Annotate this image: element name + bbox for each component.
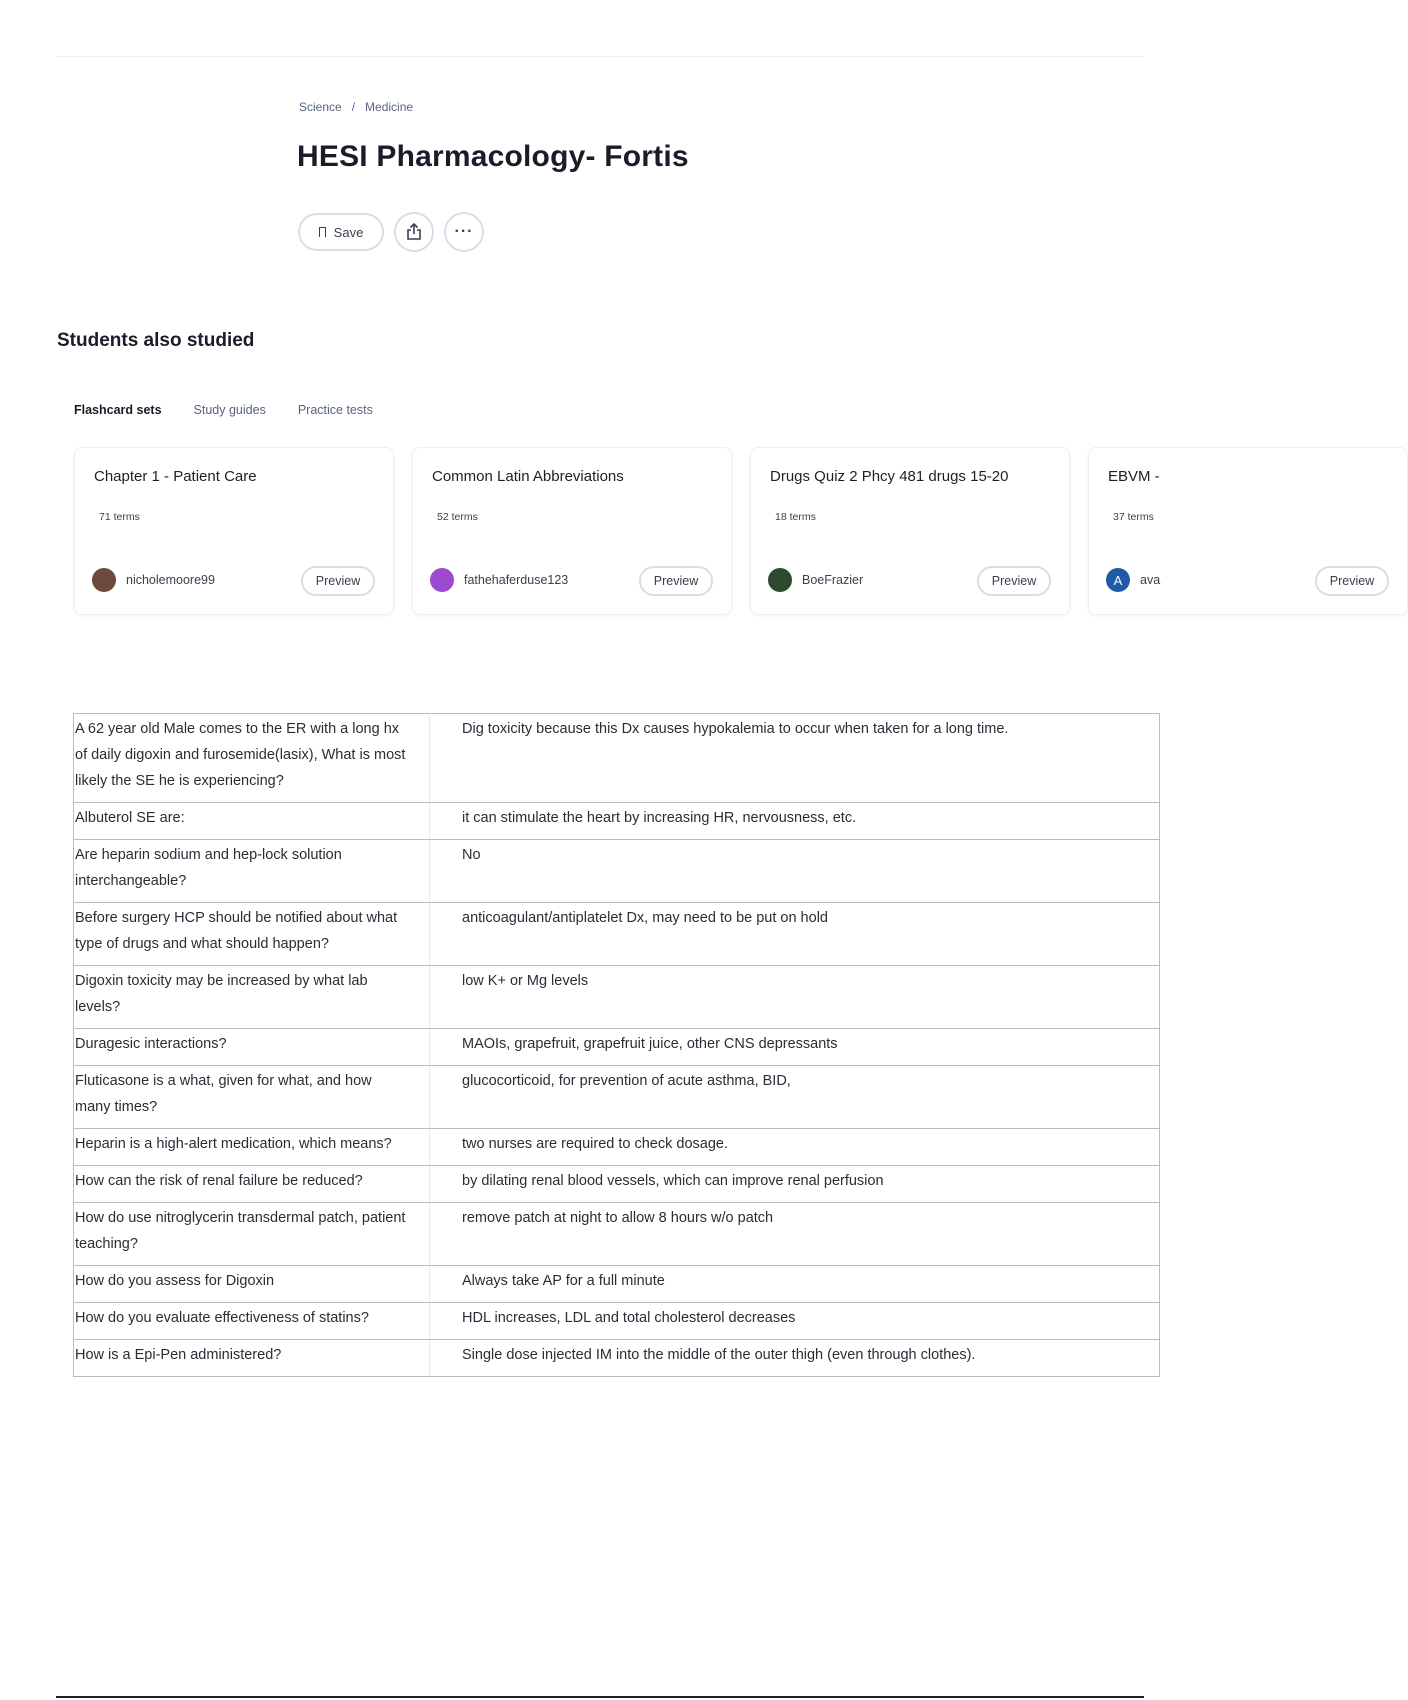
table-row xyxy=(74,840,1160,903)
table-row xyxy=(74,1029,1160,1066)
term-answer: remove patch at night to allow 8 hours w/o patch xyxy=(430,1203,1160,1266)
set-card-author xyxy=(768,568,863,592)
term-answer: it can stimulate the heart by increasing HR, nervousness, etc. xyxy=(430,803,1160,840)
term-answer: two nurses are required to check dosage. xyxy=(430,1129,1160,1166)
set-card-terms: 52 terms xyxy=(437,511,478,523)
term-question: Albuterol SE are: xyxy=(74,803,430,840)
table-row xyxy=(74,1166,1160,1203)
term-question: A 62 year old Male comes to the ER with a long hx of daily digoxin and furosemide(lasix), What is most likely the SE he is experiencing? xyxy=(74,714,430,803)
term-question: Are heparin sodium and hep-lock solution interchangeable? xyxy=(74,840,430,903)
set-card[interactable] xyxy=(1088,447,1408,615)
avatar: A xyxy=(1106,568,1130,592)
term-question: Fluticasone is a what, given for what, and how many times? xyxy=(74,1066,430,1129)
breadcrumb-separator: / xyxy=(351,100,356,114)
avatar xyxy=(92,568,116,592)
author-name: fathehaferduse123 xyxy=(464,573,569,587)
table-row xyxy=(74,966,1160,1029)
term-answer: low K+ or Mg levels xyxy=(430,966,1160,1029)
term-question: Duragesic interactions? xyxy=(74,1029,430,1066)
tab-practice-tests[interactable]: Practice tests xyxy=(297,403,373,417)
page-title: HESI Pharmacology- Fortis xyxy=(297,140,689,173)
table-row xyxy=(74,1340,1160,1377)
term-question: Before surgery HCP should be notified about what type of drugs and what should happen? xyxy=(74,903,430,966)
table-row xyxy=(74,1203,1160,1266)
set-card[interactable] xyxy=(412,447,732,615)
set-card-author xyxy=(430,568,568,592)
tab-study-guides[interactable]: Study guides xyxy=(193,403,266,417)
term-answer: HDL increases, LDL and total cholesterol decreases xyxy=(430,1303,1160,1340)
preview-button[interactable]: Preview xyxy=(1315,566,1389,596)
set-card-author xyxy=(1106,568,1160,592)
table-row xyxy=(74,803,1160,840)
term-question: How is a Epi-Pen administered? xyxy=(74,1340,430,1377)
preview-button[interactable]: Preview xyxy=(301,566,375,596)
set-card-terms: 71 terms xyxy=(99,511,140,523)
term-question: How do use nitroglycerin transdermal patch, patient teaching? xyxy=(74,1203,430,1266)
more-options-button[interactable] xyxy=(444,212,484,252)
term-answer: Single dose injected IM into the middle of the outer thigh (even through clothes). xyxy=(430,1340,1160,1377)
term-answer: by dilating renal blood vessels, which can improve renal perfusion xyxy=(430,1166,1160,1203)
breadcrumb xyxy=(299,100,413,114)
term-answer: MAOIs, grapefruit, grapefruit juice, other CNS depressants xyxy=(430,1029,1160,1066)
set-card-title: EBVM - xyxy=(1108,468,1160,485)
term-answer: Always take AP for a full minute xyxy=(430,1266,1160,1303)
share-icon xyxy=(406,223,422,241)
terms-table xyxy=(73,713,1160,1377)
table-row xyxy=(74,1066,1160,1129)
table-row xyxy=(74,903,1160,966)
action-bar xyxy=(298,212,484,252)
save-label: Save xyxy=(333,224,364,240)
section-title: Students also studied xyxy=(57,330,255,351)
bottom-divider xyxy=(56,1696,1144,1698)
breadcrumb-item-medicine[interactable]: Medicine xyxy=(365,100,414,114)
term-question: Heparin is a high-alert medication, which means? xyxy=(74,1129,430,1166)
term-question: How can the risk of renal failure be reduced? xyxy=(74,1166,430,1203)
preview-button[interactable]: Preview xyxy=(639,566,713,596)
tab-flashcard-sets[interactable]: Flashcard sets xyxy=(74,403,162,417)
set-card-terms: 18 terms xyxy=(775,511,816,523)
set-card[interactable] xyxy=(74,447,394,615)
term-answer: glucocorticoid, for prevention of acute asthma, BID, xyxy=(430,1066,1160,1129)
set-card-title: Common Latin Abbreviations xyxy=(432,468,624,485)
term-question: How do you assess for Digoxin xyxy=(74,1266,430,1303)
bookmark-icon xyxy=(319,227,326,237)
table-row xyxy=(74,1129,1160,1166)
term-question: Digoxin toxicity may be increased by what lab levels? xyxy=(74,966,430,1029)
table-row xyxy=(74,1266,1160,1303)
top-divider xyxy=(56,56,1144,57)
save-button[interactable] xyxy=(298,213,384,251)
author-name: ava xyxy=(1140,573,1161,587)
term-question: How do you evaluate effectiveness of statins? xyxy=(74,1303,430,1340)
term-answer: Dig toxicity because this Dx causes hypokalemia to occur when taken for a long time. xyxy=(430,714,1160,803)
table-row xyxy=(74,1303,1160,1340)
more-horizontal-icon: ··· xyxy=(454,223,474,240)
set-card-title: Chapter 1 - Patient Care xyxy=(94,468,257,485)
preview-button[interactable]: Preview xyxy=(977,566,1051,596)
author-name: BoeFrazier xyxy=(802,573,864,587)
avatar xyxy=(768,568,792,592)
set-card[interactable] xyxy=(750,447,1070,615)
related-sets-carousel xyxy=(74,447,1375,617)
author-name: nicholemoore99 xyxy=(126,573,215,587)
set-card-terms: 37 terms xyxy=(1113,511,1154,523)
table-row xyxy=(74,714,1160,803)
term-answer: anticoagulant/antiplatelet Dx, may need to be put on hold xyxy=(430,903,1160,966)
term-answer: No xyxy=(430,840,1160,903)
breadcrumb-item-science[interactable]: Science xyxy=(299,100,342,114)
avatar xyxy=(430,568,454,592)
set-card-title: Drugs Quiz 2 Phcy 481 drugs 15-20 xyxy=(770,468,1009,485)
related-tabs xyxy=(74,403,373,417)
share-button[interactable] xyxy=(394,212,434,252)
set-card-author xyxy=(92,568,215,592)
